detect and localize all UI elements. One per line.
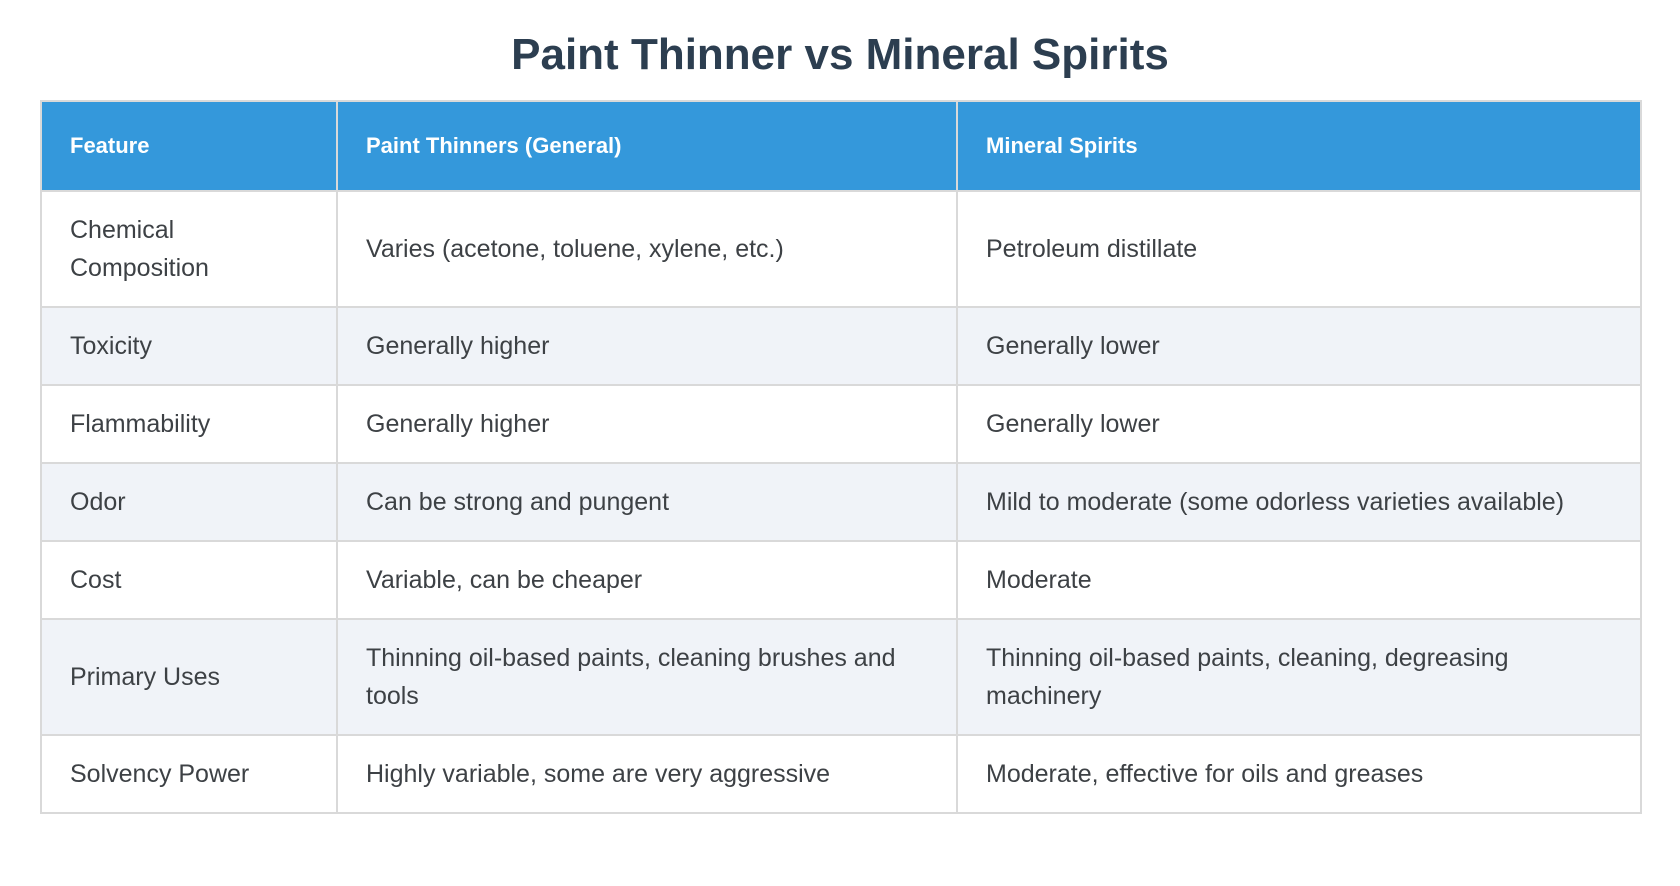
feature-cell: Cost — [41, 541, 337, 619]
page-title: Paint Thinner vs Mineral Spirits — [511, 30, 1169, 79]
paint-thinners-cell: Varies (acetone, toluene, xylene, etc.) — [337, 191, 957, 307]
column-header-feature: Feature — [41, 101, 337, 191]
table-row — [41, 191, 1641, 307]
mineral-spirits-cell: Generally lower — [957, 307, 1641, 385]
paint-thinners-cell: Generally higher — [337, 385, 957, 463]
column-header-paint-thinners: Paint Thinners (General) — [337, 101, 957, 191]
feature-cell: Solvency Power — [41, 735, 337, 813]
table-row — [41, 307, 1641, 385]
table-row — [41, 541, 1641, 619]
mineral-spirits-cell: Petroleum distillate — [957, 191, 1641, 307]
paint-thinners-cell: Can be strong and pungent — [337, 463, 957, 541]
mineral-spirits-cell: Moderate, effective for oils and greases — [957, 735, 1641, 813]
paint-thinners-cell: Thinning oil-based paints, cleaning brushes and tools — [337, 619, 957, 735]
table-row — [41, 385, 1641, 463]
paint-thinners-cell: Variable, can be cheaper — [337, 541, 957, 619]
table-row — [41, 735, 1641, 813]
table-header-row — [41, 101, 1641, 191]
mineral-spirits-cell: Mild to moderate (some odorless varieties available) — [957, 463, 1641, 541]
feature-cell: Primary Uses — [41, 619, 337, 735]
mineral-spirits-cell: Thinning oil-based paints, cleaning, degreasing machinery — [957, 619, 1641, 735]
table-row — [41, 619, 1641, 735]
paint-thinners-cell: Generally higher — [337, 307, 957, 385]
feature-cell: Chemical Composition — [41, 191, 337, 307]
table-row — [41, 463, 1641, 541]
mineral-spirits-cell: Moderate — [957, 541, 1641, 619]
table-body — [41, 191, 1641, 813]
mineral-spirits-cell: Generally lower — [957, 385, 1641, 463]
feature-cell: Odor — [41, 463, 337, 541]
paint-thinners-cell: Highly variable, some are very aggressive — [337, 735, 957, 813]
feature-cell: Toxicity — [41, 307, 337, 385]
feature-cell: Flammability — [41, 385, 337, 463]
column-header-mineral-spirits: Mineral Spirits — [957, 101, 1641, 191]
comparison-table — [40, 100, 1642, 814]
